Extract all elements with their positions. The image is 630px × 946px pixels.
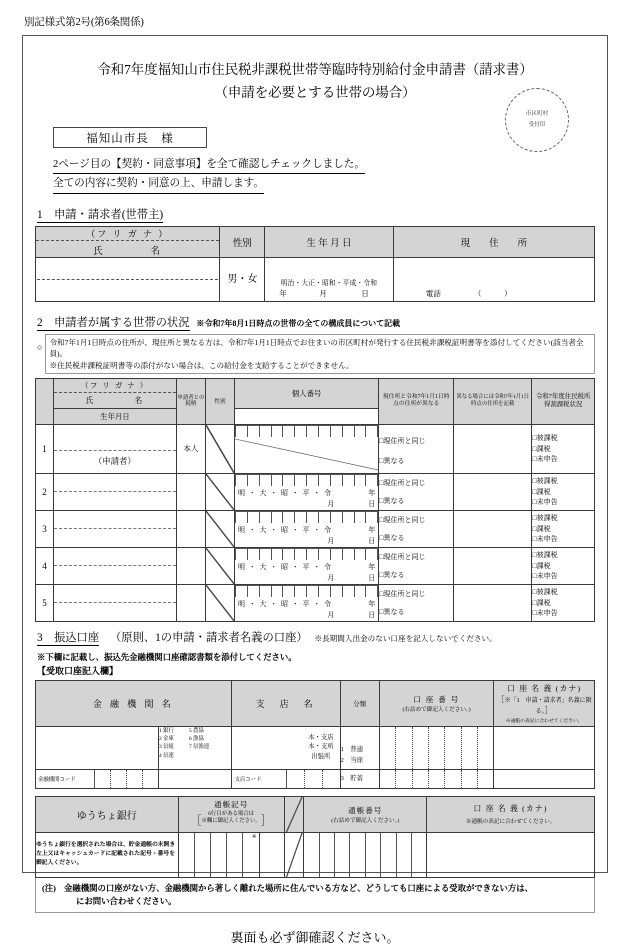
checkbox-tax-2[interactable]: □ bbox=[532, 487, 537, 496]
addressee-box: 福知山市長 様 bbox=[53, 127, 207, 148]
mynumber-dob-cell-5[interactable] bbox=[234, 584, 378, 621]
th-account-type: 分類 bbox=[340, 680, 379, 726]
addr-diff-cell-2[interactable]: □現住所と同じ □異なる bbox=[379, 473, 454, 510]
footnote-box bbox=[35, 878, 595, 914]
form-title-line2: （申請を必要とする世帯の場合） bbox=[214, 85, 416, 100]
account-holder-row2[interactable] bbox=[494, 769, 595, 788]
checkbox-tax-4[interactable]: □ bbox=[532, 561, 537, 570]
checkbox-undeclared-1[interactable]: □ bbox=[532, 455, 537, 464]
th-dob: 生 年 月 日 bbox=[265, 226, 394, 257]
bank-code-label: 金融機関コード bbox=[38, 776, 76, 783]
gender-choice[interactable]: 男・女 bbox=[220, 257, 265, 301]
gender-cell-2[interactable] bbox=[205, 473, 234, 510]
th-address: 現 住 所 bbox=[393, 226, 594, 257]
checkbox-undeclared-5[interactable]: □ bbox=[532, 609, 537, 618]
notice-box bbox=[45, 334, 595, 374]
section1-heading: 1 申請・請求者(世帯主) bbox=[37, 206, 595, 223]
addr-diff-cell-5[interactable]: □現住所と同じ □異なる bbox=[379, 584, 454, 621]
th-mynumber: 個人番号 bbox=[234, 378, 378, 408]
bank-account-table bbox=[35, 680, 595, 789]
th-addr-write: 異なる場合には令和7年1月1日時点の住所を記載 bbox=[454, 378, 532, 424]
consent-line1: 2ページ目の【契約・同意事項】を全て確認しチェックしました。 bbox=[53, 157, 365, 174]
input-applicant-address[interactable] bbox=[393, 257, 594, 301]
section3-note2: 【受取口座記入欄】 bbox=[37, 665, 119, 676]
tax-status-cell-1[interactable]: □被課税 □課税 □未申告 bbox=[532, 424, 595, 473]
th-account-holder: 口 座 名 義 (カナ) ［※「1 申請・請求者」名義に限る。］ ※通帳の表記に合わせてください。 bbox=[494, 680, 595, 726]
form-number: 別記様式第2号(第6条関係) bbox=[24, 17, 144, 28]
yucho-divider-cell bbox=[284, 796, 304, 832]
checkbox-nontax-3[interactable]: □ bbox=[532, 513, 537, 522]
th-hh-furigana: （フ リ ガ ナ ） 氏 名 bbox=[53, 378, 176, 408]
passbook-symbol-extra[interactable] bbox=[259, 832, 284, 877]
th-yucho-name: ゆうちょ銀行 bbox=[36, 796, 179, 832]
notice-line1: 令和7年1月1日時点の住所が、現住所と異なる方は、令和7年1月1日時点でお住まいの市区町村が発行する住民税非課税証明書等を添付してください(該当者全員)。 bbox=[49, 337, 584, 359]
checkbox-addr-diff-1[interactable]: □ bbox=[379, 457, 384, 466]
checkbox-addr-same-5[interactable]: □ bbox=[379, 589, 384, 598]
dob-cell-2[interactable]: 明 ・ 大 ・ 昭 ・ 平 ・ 令 年 月 日 bbox=[237, 488, 376, 508]
addr-write-cell-3[interactable] bbox=[454, 510, 532, 547]
label-day: 日 bbox=[361, 288, 369, 298]
mynumber-dob-cell-3[interactable] bbox=[234, 510, 378, 547]
th-hh-dob: 生年月日 bbox=[53, 408, 176, 424]
applicant-table bbox=[35, 226, 595, 302]
mynumber-grid[interactable] bbox=[235, 474, 378, 486]
tax-status-cell-2[interactable]: □被課税 □課税 □未申告 bbox=[532, 473, 595, 510]
th-gender: 性別 bbox=[220, 226, 265, 257]
th-account-no: 口 座 番 号 (右詰めで御記入ください。) bbox=[379, 680, 494, 726]
input-account-number[interactable] bbox=[379, 726, 494, 769]
dob-cell-4[interactable]: 明 ・ 大 ・ 昭 ・ 平 ・ 令 年 月 日 bbox=[237, 562, 376, 582]
symbol-mark: ※ bbox=[251, 833, 257, 840]
yucho-divider-cell-body bbox=[284, 832, 304, 877]
input-passbook-number[interactable] bbox=[304, 832, 427, 877]
footnote-line1: 金融機関の口座がない方、金融機関から著しく離れた場所に住んでいる方など、どうしても口座による受取ができない方は、 bbox=[64, 883, 534, 893]
input-bank-name[interactable] bbox=[36, 726, 159, 769]
mynumber-dob-cell-4[interactable] bbox=[234, 547, 378, 584]
checkbox-nontax-1[interactable]: □ bbox=[532, 433, 537, 442]
receipt-seal-circle bbox=[505, 88, 569, 152]
dob-cell-3[interactable]: 明 ・ 大 ・ 昭 ・ 平 ・ 令 年 月 日 bbox=[237, 525, 376, 545]
mynumber-cell-1[interactable] bbox=[234, 424, 378, 473]
dob-cell-5[interactable]: 明 ・ 大 ・ 昭 ・ 平 ・ 令 年 月 日 bbox=[237, 599, 376, 619]
row-number: 1 bbox=[36, 424, 54, 473]
mynumber-grid[interactable] bbox=[235, 425, 378, 437]
addr-diff-cell-4[interactable]: □現住所と同じ □異なる bbox=[379, 547, 454, 584]
checkbox-tax-3[interactable]: □ bbox=[532, 524, 537, 533]
account-number-row2[interactable] bbox=[379, 769, 494, 788]
branch-code-cell[interactable] bbox=[231, 769, 340, 788]
branch-code-label: 支店コード bbox=[234, 776, 262, 783]
checkbox-tax-5[interactable]: □ bbox=[532, 598, 537, 607]
checkbox-addr-same-4[interactable]: □ bbox=[379, 552, 384, 561]
gender-cell-3[interactable] bbox=[205, 510, 234, 547]
relation-cell-3[interactable] bbox=[176, 510, 205, 547]
th-yucho-holder: 口 座 名 義 (カナ) ※通帳の表記に合わせてください。 bbox=[427, 796, 595, 832]
section3-note1: ※下欄に記載し、振込先金融機関口座確認書類を添付してください。 bbox=[37, 652, 297, 662]
input-member-name-4[interactable] bbox=[53, 547, 176, 584]
checkbox-addr-diff-3[interactable]: □ bbox=[379, 534, 384, 543]
mynumber-dob-cell-2[interactable] bbox=[234, 473, 378, 510]
bank-code-extra[interactable] bbox=[158, 769, 231, 788]
th-hh-gender: 性別 bbox=[205, 378, 234, 424]
th-passbook-symbol: 通帳記号 ［ 6行目がある場合は ※欄に御記入ください。 ］ bbox=[178, 796, 284, 832]
tax-status-cell-5[interactable]: □被課税 □課税 □未申告 bbox=[532, 584, 595, 621]
relation-cell-5[interactable] bbox=[176, 584, 205, 621]
holder-note2: ※通帳の表記に合わせてください。 bbox=[505, 718, 583, 724]
th-row-no bbox=[36, 378, 54, 424]
symbol-note1: 6行目がある場合は bbox=[208, 811, 255, 818]
input-account-holder[interactable] bbox=[494, 726, 595, 769]
input-member-name-1[interactable] bbox=[53, 424, 176, 473]
checkbox-addr-diff-2[interactable]: □ bbox=[379, 497, 384, 506]
input-member-name-2[interactable] bbox=[53, 473, 176, 510]
addr-write-cell-1[interactable] bbox=[454, 424, 532, 473]
consent-line2: 全ての内容に契約・同意の上、申請します。 bbox=[53, 176, 264, 193]
checkbox-undeclared-3[interactable]: □ bbox=[532, 535, 537, 544]
footnote-line2: にお問い合わせください。 bbox=[76, 897, 177, 907]
mynumber-grid[interactable] bbox=[235, 585, 378, 597]
seal-line1: 市区町村 bbox=[525, 111, 549, 118]
checkbox-tax-1[interactable]: □ bbox=[532, 444, 537, 453]
th-bank-name: 金 融 機 関 名 bbox=[36, 680, 232, 726]
phone-paren: （ ） bbox=[473, 288, 512, 298]
section2-heading-note: ※令和7年8月1日時点の世帯の全ての構成員について記載 bbox=[196, 318, 401, 328]
checkbox-addr-same-1[interactable]: □ bbox=[379, 436, 384, 445]
checkbox-undeclared-2[interactable]: □ bbox=[532, 498, 537, 507]
checkbox-addr-same-2[interactable]: □ bbox=[379, 478, 384, 487]
tax-status-cell-3[interactable]: □被課税 □課税 □未申告 bbox=[532, 510, 595, 547]
checkbox-nontax-2[interactable]: □ bbox=[532, 476, 537, 485]
label-month: 月 bbox=[319, 288, 327, 298]
addr-write-cell-5[interactable] bbox=[454, 584, 532, 621]
label-phone: 電話 bbox=[425, 288, 441, 298]
input-passbook-symbol[interactable] bbox=[178, 832, 259, 877]
gender-cell-1[interactable] bbox=[205, 424, 234, 473]
checkbox-nontax-5[interactable]: □ bbox=[532, 587, 537, 596]
input-member-name-3[interactable] bbox=[53, 510, 176, 547]
mynumber-grid[interactable] bbox=[235, 548, 378, 560]
addr-diff-cell-1[interactable]: □現住所と同じ □異なる bbox=[379, 424, 454, 473]
section3-heading: 3 振込口座 （原則、1の申請・請求者名義の口座） ※長期間入出金のない口座を記入しないでください。 bbox=[37, 629, 595, 646]
checkbox-addr-diff-4[interactable]: □ bbox=[379, 571, 384, 580]
th-furigana: （フ リ ガ ナ ） 氏 名 bbox=[36, 226, 220, 257]
tax-status-cell-4[interactable]: □被課税 □課税 □未申告 bbox=[532, 547, 595, 584]
section2-notice bbox=[35, 334, 595, 374]
account-type-choice3[interactable]: 3 貯蓄 bbox=[340, 769, 379, 788]
row-number: 4 bbox=[36, 547, 54, 584]
consent-statement bbox=[53, 157, 595, 194]
th-passbook-number: 通帳番号 (右詰めで御記入ください。) bbox=[304, 796, 427, 832]
notice-line2: ※住民税非課税証明書等の添付がない場合は、この給付金を支給することができません。 bbox=[49, 360, 354, 370]
gender-cell-4[interactable] bbox=[205, 547, 234, 584]
input-member-name-5[interactable] bbox=[53, 584, 176, 621]
household-table bbox=[35, 378, 595, 622]
addr-write-cell-4[interactable] bbox=[454, 547, 532, 584]
th-tax-status: 令和7年度住民税所得割課税状況 bbox=[532, 378, 595, 424]
th-branch-name: 支 店 名 bbox=[231, 680, 340, 726]
input-applicant-name[interactable] bbox=[36, 257, 220, 301]
section3-heading-note: ※長期間入出金のない口座を記入しないでください。 bbox=[314, 633, 497, 643]
section3-heading-sub: （原則、1の申請・請求者名義の口座） bbox=[109, 631, 308, 644]
row-number: 5 bbox=[36, 584, 54, 621]
relation-cell-4[interactable] bbox=[176, 547, 205, 584]
form-title-line1: 令和7年度福知山市住民税非課税世帯等臨時特別給付金申請書（請求書） bbox=[97, 62, 533, 77]
input-applicant-dob[interactable] bbox=[265, 257, 394, 301]
gender-cell-5[interactable] bbox=[205, 584, 234, 621]
th-addr-diff: 現住所と令和7年1月1日時点の住所が異なる bbox=[379, 378, 454, 424]
symbol-note2: ※欄に御記入ください。 bbox=[201, 818, 261, 825]
input-branch-name[interactable]: 本・支店 本・支所 出張所 bbox=[231, 726, 340, 769]
bank-code-cell[interactable] bbox=[36, 769, 159, 788]
relation-value-1: 本人 bbox=[176, 424, 205, 473]
label-year: 年 bbox=[279, 288, 287, 298]
checkbox-nontax-4[interactable]: □ bbox=[532, 550, 537, 559]
input-yucho-holder[interactable] bbox=[427, 832, 595, 877]
bottom-notice: 裏面も必ず御確認ください。 bbox=[230, 930, 400, 946]
yucho-table bbox=[35, 796, 595, 878]
notice-bullet: ○ bbox=[37, 341, 43, 352]
addr-diff-cell-3[interactable]: □現住所と同じ □異なる bbox=[379, 510, 454, 547]
section2-heading: 2 申請者が属する世帯の状況 ※令和7年8月1日時点の世帯の全ての構成員について記載 bbox=[37, 314, 595, 331]
account-type-choices[interactable]: 1 普通 2 当座 bbox=[340, 726, 379, 769]
footnote-label: (注) bbox=[42, 883, 56, 893]
checkbox-addr-diff-5[interactable]: □ bbox=[379, 608, 384, 617]
holder-note1: ※「1 申請・請求者」名義に限る。 bbox=[504, 697, 592, 715]
yucho-instruction: ゆうちょ銀行を選択された場合は、貯金通帳の末開き左上又はキャッシュカードに記載された記号・番号を御記入ください。 bbox=[36, 832, 179, 877]
applicant-marker: （申請者） bbox=[93, 457, 136, 467]
era-list: 明治・大正・昭和・平成・令和 bbox=[280, 279, 378, 287]
th-relation: 申請者との続柄 bbox=[176, 378, 205, 424]
checkbox-undeclared-4[interactable]: □ bbox=[532, 572, 537, 581]
row-number: 3 bbox=[36, 510, 54, 547]
addr-write-cell-2[interactable] bbox=[454, 473, 532, 510]
bank-type-codes[interactable]: 1 銀行 5 農協 2 金庫 6 漁協 3 信組 7 信漁連 4 信連 bbox=[158, 726, 231, 769]
relation-cell-2[interactable] bbox=[176, 473, 205, 510]
form-outer-frame bbox=[22, 35, 608, 946]
mynumber-grid[interactable] bbox=[235, 511, 378, 523]
row-number: 2 bbox=[36, 473, 54, 510]
seal-line2: 受付印 bbox=[528, 122, 546, 128]
checkbox-addr-same-3[interactable]: □ bbox=[379, 515, 384, 524]
